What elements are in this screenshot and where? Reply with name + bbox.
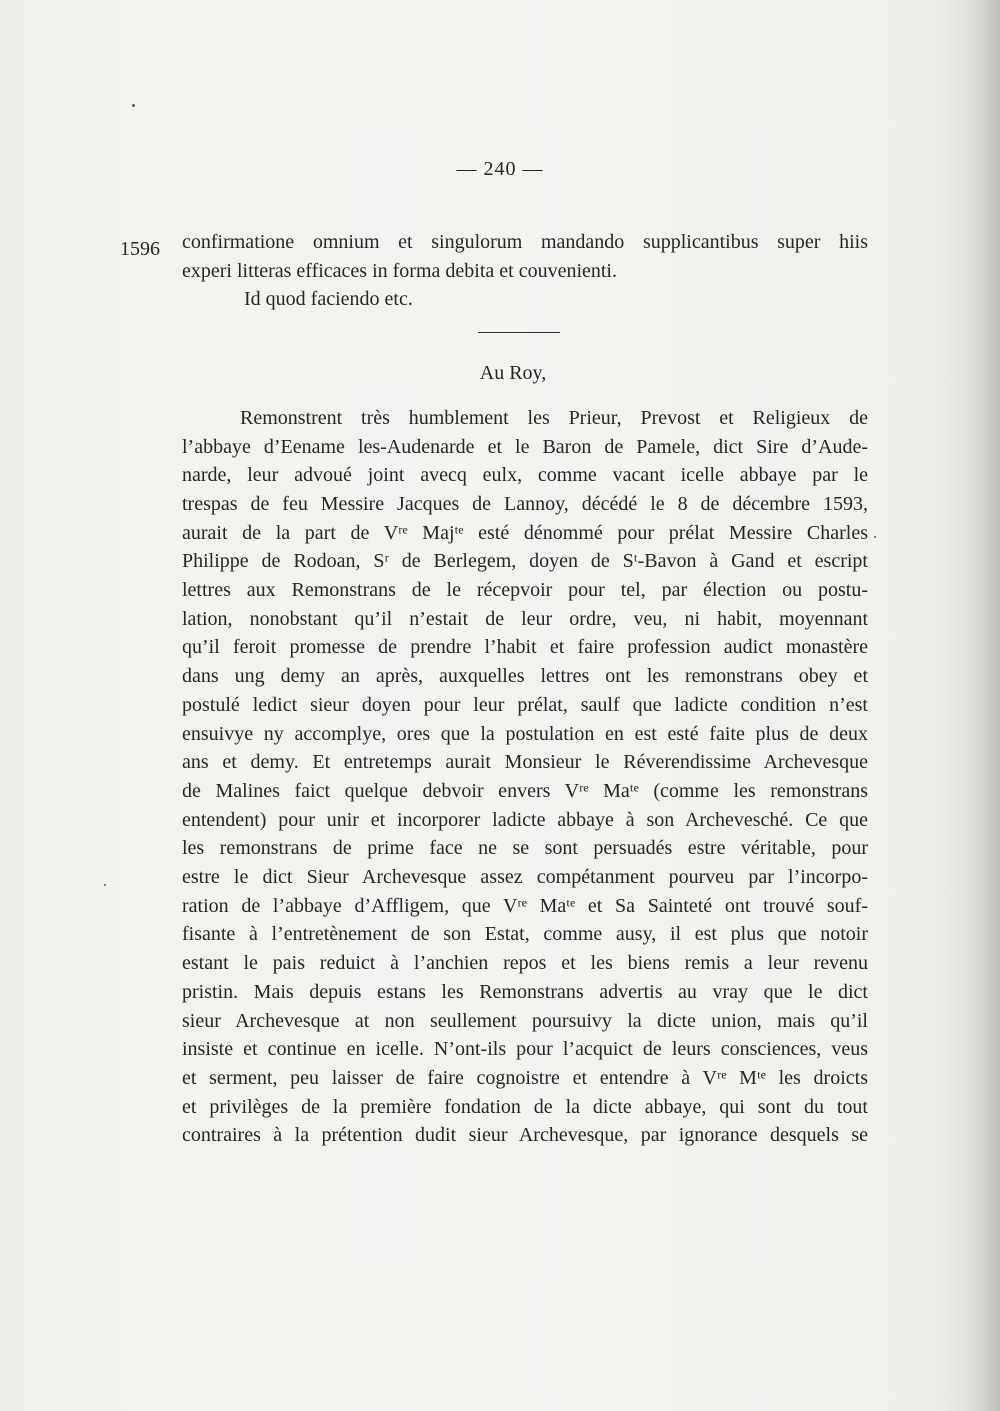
text-line: et privilèges de la première fondation de la dicte abbaye, qui sont du tout bbox=[182, 1095, 868, 1118]
salutation-heading: Au Roy, bbox=[479, 362, 547, 385]
scan-shadow-edge bbox=[964, 0, 1000, 1411]
closing-formula: Id quod faciendo etc. bbox=[244, 288, 413, 311]
text-line: postulé ledict sieur doyen pour leur prélat, saulf que ladicte condition n’est bbox=[182, 693, 868, 716]
text-line: dans ung demy an après, auxquelles lettres ont les remonstrans obey et bbox=[182, 665, 868, 688]
text-line: ans et demy. Et entretemps aurait Monsieur le Réverendissime Archevesque bbox=[182, 751, 868, 774]
text-line: pristin. Mais depuis estans les Remonstrans advertis au vray que le dict bbox=[182, 980, 868, 1003]
text-line: ration de l’abbaye d’Affligem, que Vʳᵉ Maᵗᵉ et Sa Sainteté ont trouvé souf- bbox=[182, 894, 868, 917]
text-line: insiste et continue en icelle. N’ont-ils pour l’acquict de leurs consciences, veus bbox=[182, 1038, 868, 1061]
text-line: les remonstrans de prime face ne se sont persuadés estre véritable, pour bbox=[182, 837, 868, 860]
text-line: fisante à l’entretènement de son Estat, comme ausy, il est plus que notoir bbox=[182, 923, 868, 946]
text-line: Remonstrent très humblement les Prieur, Prevost et Religieux de bbox=[240, 406, 868, 429]
text-line: narde, leur advoué joint avecq eulx, comme vacant icelle abbaye par le bbox=[182, 464, 868, 487]
text-line: qu’il feroit promesse de prendre l’habit et faire profession audict monastère bbox=[182, 636, 868, 659]
text-line: confirmatione omnium et singulorum mandando supplicantibus super hiis bbox=[182, 231, 868, 253]
margin-year-note: 1596 bbox=[120, 238, 160, 260]
text-line: et serment, peu laisser de faire cognoistre et entendre à Vʳᵉ Mᵗᵉ les droicts bbox=[182, 1066, 868, 1089]
text-line: contraires à la prétention dudit sieur Archevesque, par ignorance desquels se bbox=[182, 1124, 868, 1147]
text-line: de Malines faict quelque debvoir envers Vʳᵉ Maᵗᵉ (comme les remonstrans bbox=[182, 779, 868, 802]
main-text-block bbox=[182, 228, 868, 1150]
text-line: lettres aux Remonstrans de le récepvoir pour tel, par élection ou postu- bbox=[182, 579, 868, 602]
text-line: entendent) pour unir et incorporer ladicte abbaye à son Archevesché. Ce que bbox=[182, 808, 868, 831]
scan-speck bbox=[874, 536, 876, 538]
page-number-header: — 240 — bbox=[456, 158, 544, 180]
text-line: estant le pais reduict à l’anchien repos et les biens remis a leur revenu bbox=[182, 952, 868, 975]
text-line: ensuivye ny accomplye, ores que la postulation en est esté faite plus de deux bbox=[182, 722, 868, 745]
section-divider bbox=[478, 332, 560, 333]
text-line: trespas de feu Messire Jacques de Lannoy, décédé le 8 de décembre 1593, bbox=[182, 492, 868, 515]
text-line: estre le dict Sieur Archevesque assez compétanment pourveu par l’incorpo- bbox=[182, 866, 868, 889]
text-line: experi litteras efficaces in forma debita et couvenienti. bbox=[182, 259, 617, 282]
text-line: aurait de la part de Vʳᵉ Majᵗᵉ esté dénommé pour prélat Messire Charles bbox=[182, 521, 868, 544]
text-line: Philippe de Rodoan, Sʳ de Berlegem, doyen de Sᵗ-Bavon à Gand et escript bbox=[182, 550, 868, 573]
text-line: l’abbaye d’Eename les-Audenarde et le Baron de Pamele, dict Sire d’Aude- bbox=[182, 435, 868, 458]
text-line: lation, nonobstant qu’il n’estait de leur ordre, veu, ni habit, moyennant bbox=[182, 607, 868, 630]
scan-speck bbox=[104, 884, 106, 886]
scan-speck bbox=[132, 104, 135, 107]
text-line: sieur Archevesque at non seullement poursuivy la dicte union, mais qu’il bbox=[182, 1009, 868, 1032]
